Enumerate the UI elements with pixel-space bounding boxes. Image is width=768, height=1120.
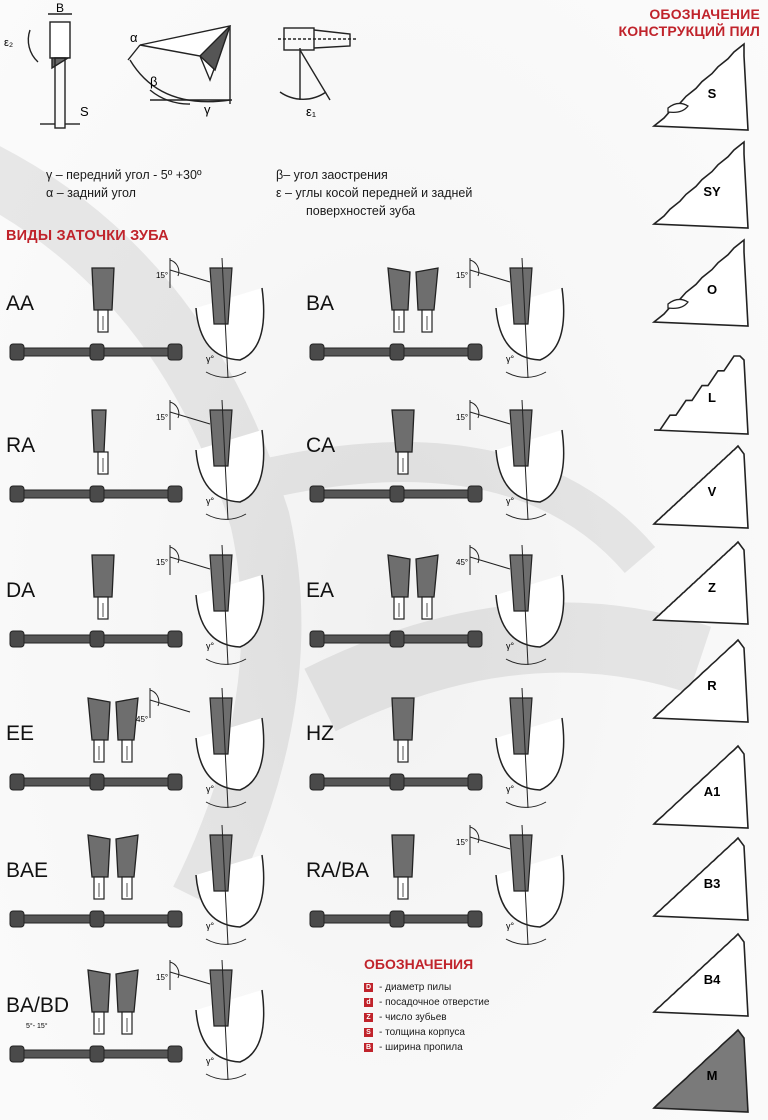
blade-label: O	[706, 282, 718, 297]
blade-design-z	[648, 536, 758, 632]
angle-label: 15°	[456, 271, 469, 280]
designation-key-square: B	[365, 1044, 372, 1051]
blade-design-sy	[648, 140, 758, 236]
designation-row	[364, 995, 489, 1010]
tooth-side-view	[496, 688, 564, 808]
blade-label: SY	[703, 184, 721, 199]
tooth-drawing	[0, 390, 290, 530]
label-eps1: ε₁	[306, 104, 317, 119]
gamma-label: γ°	[206, 641, 215, 651]
tooth-profile	[388, 268, 410, 332]
tooth-profile	[88, 698, 110, 762]
angle-indicator	[456, 545, 510, 575]
angle-label: 15°	[156, 271, 169, 280]
designations-key	[364, 956, 489, 1055]
blade-strip	[10, 774, 182, 790]
blade-strip	[10, 911, 182, 927]
gamma-label: γ°	[506, 354, 515, 364]
tooth-code-label: EE	[6, 722, 35, 745]
blade-strip	[310, 911, 482, 927]
blade-design-v	[648, 440, 758, 536]
label-gamma: γ	[204, 102, 211, 117]
designation-key-square: d	[364, 998, 373, 1007]
blade-label: L	[708, 390, 716, 405]
tooth-profile	[92, 410, 108, 474]
designation-key-square: D	[365, 984, 372, 991]
tooth-side-view	[496, 825, 564, 945]
tooth-profile	[92, 268, 114, 332]
tooth-code-label: EA	[306, 579, 335, 602]
section-title: ВИДЫ ЗАТОЧКИ ЗУБА	[6, 228, 169, 244]
tooth-side-view	[196, 258, 264, 378]
tooth-profile	[392, 410, 414, 474]
tooth-side-view	[196, 825, 264, 945]
tooth-profile	[88, 835, 110, 899]
blade-strip	[10, 486, 182, 502]
angle-label: 15°	[156, 413, 169, 422]
bd-angle-label: 5°- 15°	[26, 1023, 48, 1030]
gamma-label: γ°	[206, 496, 215, 506]
tooth-side-view	[496, 545, 564, 665]
tooth-code-label: CA	[306, 434, 336, 457]
tooth-profile	[392, 835, 414, 899]
gamma-label: γ°	[506, 641, 515, 651]
tooth-code-label: BA	[306, 292, 335, 315]
tooth-side-view	[196, 545, 264, 665]
tooth-side-view	[196, 400, 264, 520]
blade-strip	[10, 344, 182, 360]
tooth-code-label: AA	[6, 292, 35, 315]
tooth-type-ra-ba	[300, 815, 590, 955]
tooth-profile	[92, 555, 114, 619]
tooth-code-label: RA	[6, 434, 36, 457]
blade-label: Z	[708, 580, 716, 595]
blade-strip	[310, 774, 482, 790]
angle-label: 15°	[156, 973, 169, 982]
legend-right	[276, 166, 472, 220]
designations-title: ОБОЗНАЧЕНИЯ	[364, 956, 474, 972]
angle-indicator	[456, 258, 510, 288]
tooth-type-ba	[300, 248, 590, 388]
tooth-type-ee	[0, 678, 290, 818]
angle-indicator	[456, 825, 510, 855]
tooth-profile	[416, 555, 438, 619]
blade-design-s	[648, 42, 758, 138]
header-line-2: КОНСТРУКЦИЙ ПИЛ	[618, 23, 760, 39]
designation-key-square: S	[364, 1028, 373, 1037]
tooth-drawing	[300, 678, 590, 818]
gamma-label: γ°	[206, 921, 215, 931]
gamma-label: γ°	[206, 354, 215, 364]
angle-label: 15°	[456, 413, 469, 422]
tooth-type-aa	[0, 248, 290, 388]
header-title	[520, 6, 760, 40]
tooth-profile	[116, 698, 138, 762]
blade-strip	[310, 631, 482, 647]
tooth-code-label: BA/BD	[6, 994, 70, 1017]
angle-indicator	[156, 960, 210, 990]
angle-label: 45°	[456, 558, 469, 567]
gamma-label: γ°	[506, 784, 515, 794]
label-alpha: α	[130, 30, 138, 45]
tooth-code-label: RA/BA	[306, 859, 370, 882]
legend-eps-2: поверхностей зуба	[306, 204, 416, 218]
tooth-code-label: BAE	[6, 859, 49, 882]
angle-indicator	[156, 258, 210, 288]
blade-strip	[10, 631, 182, 647]
angle-label: 15°	[456, 838, 469, 847]
blade-strip	[10, 1046, 182, 1062]
legend-alpha: α – задний угол	[46, 186, 136, 200]
blade-label: V	[707, 484, 717, 499]
designation-text: - диаметр пилы	[379, 982, 452, 993]
blade-strip	[310, 486, 482, 502]
designation-text: - число зубьев	[379, 1012, 447, 1023]
tooth-side-view	[496, 400, 564, 520]
header-line-1: ОБОЗНАЧЕНИЕ	[649, 6, 760, 22]
designation-row	[364, 1040, 489, 1055]
legend-gamma: γ – передний угол - 5º +30º	[46, 168, 202, 182]
angle-label: 45°	[136, 715, 149, 724]
tooth-profile	[388, 555, 410, 619]
angle-indicator	[456, 400, 510, 430]
label-beta: β	[150, 74, 158, 89]
blade-design-o	[648, 238, 758, 334]
tooth-side-view	[496, 258, 564, 378]
tooth-type-ra	[0, 390, 290, 530]
blade-label: A1	[703, 784, 721, 799]
gamma-label: γ°	[506, 496, 515, 506]
tooth-drawing	[0, 248, 290, 388]
tooth-drawing	[300, 815, 590, 955]
tooth-type-ba-bd	[0, 950, 290, 1090]
blade-label: S	[707, 86, 717, 101]
tooth-type-ea	[300, 535, 590, 675]
label-eps2: ε₂	[4, 37, 14, 49]
blade-strip	[310, 344, 482, 360]
tooth-drawing	[300, 390, 590, 530]
tooth-code-label: DA	[6, 579, 36, 602]
legend-beta: β– угол заострения	[276, 168, 388, 182]
blade-design-r	[648, 634, 758, 730]
tooth-profile	[116, 970, 138, 1034]
tooth-side-view	[196, 688, 264, 808]
tooth-drawing	[0, 950, 290, 1090]
designation-text: - посадочное отверстие	[379, 997, 490, 1008]
legend-eps-1: ε – углы косой передней и задней	[276, 186, 473, 200]
designation-row	[364, 980, 489, 995]
blade-design-a1	[648, 740, 758, 836]
label-B: B	[56, 1, 65, 15]
tooth-profile	[88, 970, 110, 1034]
legend-left	[46, 166, 202, 202]
tooth-drawing	[300, 535, 590, 675]
gamma-label: γ°	[206, 1056, 215, 1066]
angle-indicator	[156, 545, 210, 575]
tooth-type-bae	[0, 815, 290, 955]
designation-text: - толщина корпуса	[379, 1027, 465, 1038]
designation-row	[364, 1010, 489, 1025]
gamma-label: γ°	[506, 921, 515, 931]
tooth-drawing	[0, 535, 290, 675]
designation-row	[364, 1025, 489, 1040]
blade-design-b4	[648, 928, 758, 1024]
designation-key-square: Z	[364, 1013, 373, 1022]
blade-design-b3	[648, 832, 758, 928]
blade-label: B3	[703, 876, 721, 891]
tooth-drawing	[0, 815, 290, 955]
tooth-profile	[116, 835, 138, 899]
blade-label: B4	[703, 972, 721, 987]
tooth-drawing	[0, 678, 290, 818]
tooth-type-da	[0, 535, 290, 675]
tooth-side-view	[196, 960, 264, 1080]
gamma-label: γ°	[206, 784, 215, 794]
angle-indicator	[136, 688, 190, 724]
blade-design-l	[648, 346, 758, 442]
blade-design-m	[648, 1024, 758, 1120]
tooth-type-hz	[300, 678, 590, 818]
label-S: S	[80, 104, 89, 119]
tooth-geometry-diagram	[0, 0, 380, 150]
tooth-type-ca	[300, 390, 590, 530]
angle-label: 15°	[156, 558, 169, 567]
tooth-drawing	[300, 248, 590, 388]
angle-indicator	[156, 400, 210, 430]
tooth-profile	[392, 698, 414, 762]
tooth-code-label: HZ	[306, 722, 334, 745]
blade-label: M	[706, 1068, 718, 1083]
designation-text: - ширина пропила	[379, 1042, 463, 1053]
blade-label: R	[707, 678, 717, 693]
tooth-profile	[416, 268, 438, 332]
